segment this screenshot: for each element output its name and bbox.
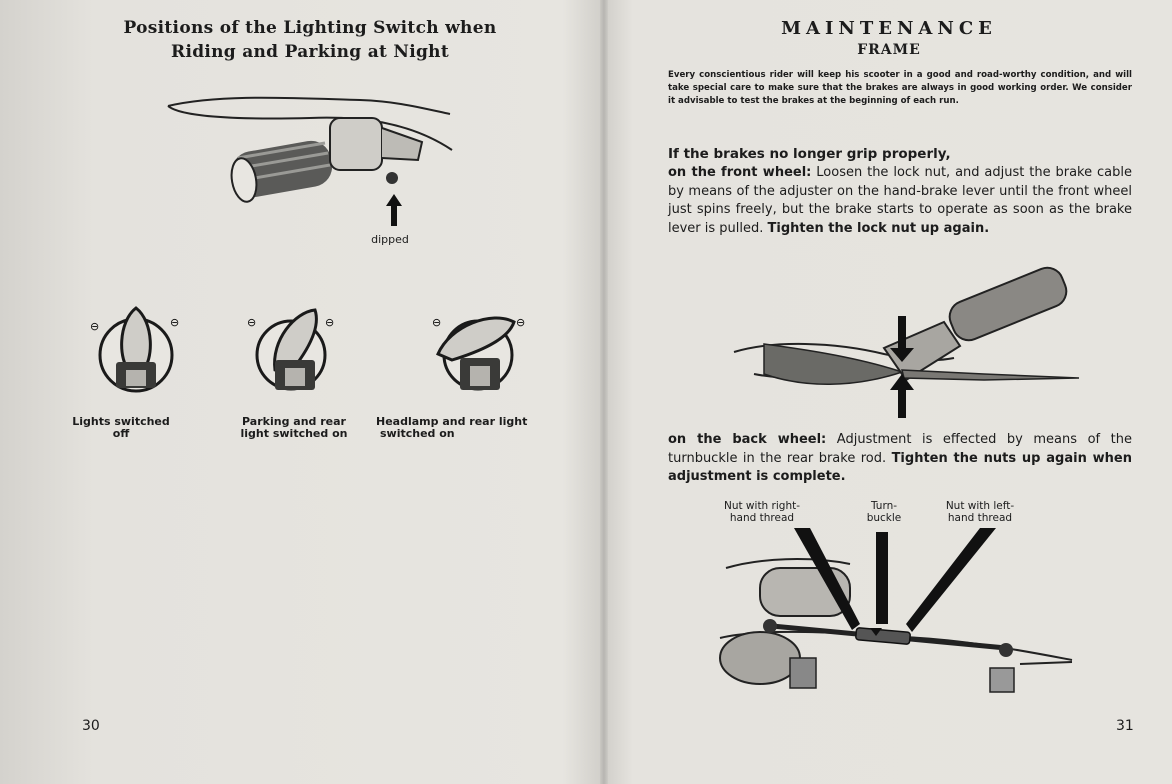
svg-text:⊖: ⊖ (90, 320, 100, 333)
handlebar-switch-illustration (160, 88, 460, 228)
label-line-2: hand thread (947, 512, 1013, 524)
svg-text:⊖: ⊖ (432, 316, 442, 329)
dipped-arrow-icon (386, 194, 402, 226)
switch-parking-caption (224, 416, 364, 440)
switch-parking-icon (245, 300, 345, 400)
caption-line-2: off (112, 427, 130, 440)
svg-text:⊖: ⊖ (325, 316, 335, 329)
intro-paragraph: Every conscientious rider will keep his scooter in a good and road-worthy condition, and will take special care to make sure that the brakes are always in good working order. We consider it advisable to test the brakes at the beginning of each run. (668, 70, 1132, 106)
title-line-1: Positions of the Lighting Switch when (123, 18, 497, 38)
right-page (604, 0, 1172, 784)
back-wheel-emphasis: Tighten the nuts up again when adjustment is complete. (668, 450, 1132, 485)
back-wheel-label: on the back wheel: (668, 432, 827, 447)
turnbuckle-illustration (720, 528, 1080, 704)
switch-headlamp-caption (376, 416, 556, 440)
label-line-2: hand thread (729, 512, 795, 524)
back-wheel-paragraph (668, 431, 1132, 487)
caption-line-2: light switched on (240, 427, 348, 440)
front-wheel-text: Loosen the lock nut, and adjust the brake cable by means of the adjuster on the hand-brake lever until the front wheel just spins freely, but the brake starts to operate as soon as the brake lever is pulled. (668, 165, 1132, 236)
nut-left-hand-label (930, 500, 1030, 524)
page-number-left: 30 (82, 718, 100, 734)
turnbuckle-label (854, 500, 914, 524)
caption-line-1: Lights switched (72, 415, 170, 428)
switch-off-icon (88, 300, 188, 400)
maintenance-heading: MAINTENANCE (781, 18, 997, 39)
front-wheel-emphasis: Tighten the lock nut up again. (767, 220, 990, 236)
page-number-right: 31 (1116, 718, 1134, 734)
frame-subheading: FRAME (857, 42, 921, 58)
caption-line-1: Headlamp and rear light (376, 415, 528, 428)
front-wheel-label: on the front wheel: (668, 165, 812, 180)
front-wheel-paragraph (668, 164, 1132, 238)
switch-headlamp-icon (430, 300, 540, 400)
brakes-heading: If the brakes no longer grip properly, (668, 146, 951, 162)
label-line-1: Nut with left- (945, 500, 1015, 512)
back-wheel-text: Adjustment is effected by means of the turnbuckle in the rear brake rod. (668, 432, 1132, 466)
label-line-2: buckle (866, 512, 902, 524)
lighting-switch-title (60, 16, 560, 64)
title-line-2: Riding and Parking at Night (171, 42, 449, 62)
caption-line-1: Parking and rear (242, 415, 346, 428)
svg-text:⊖: ⊖ (170, 316, 180, 329)
svg-text:⊖: ⊖ (247, 316, 257, 329)
label-line-1: Nut with right- (723, 500, 801, 512)
caption-line-2: switched on (380, 427, 455, 440)
svg-text:⊖: ⊖ (516, 316, 526, 329)
dipped-label: dipped (371, 233, 409, 246)
brake-lever-illustration (734, 262, 1084, 422)
nut-right-hand-label (712, 500, 812, 524)
label-line-1: Turn- (870, 500, 898, 512)
switch-off-caption (66, 416, 176, 440)
